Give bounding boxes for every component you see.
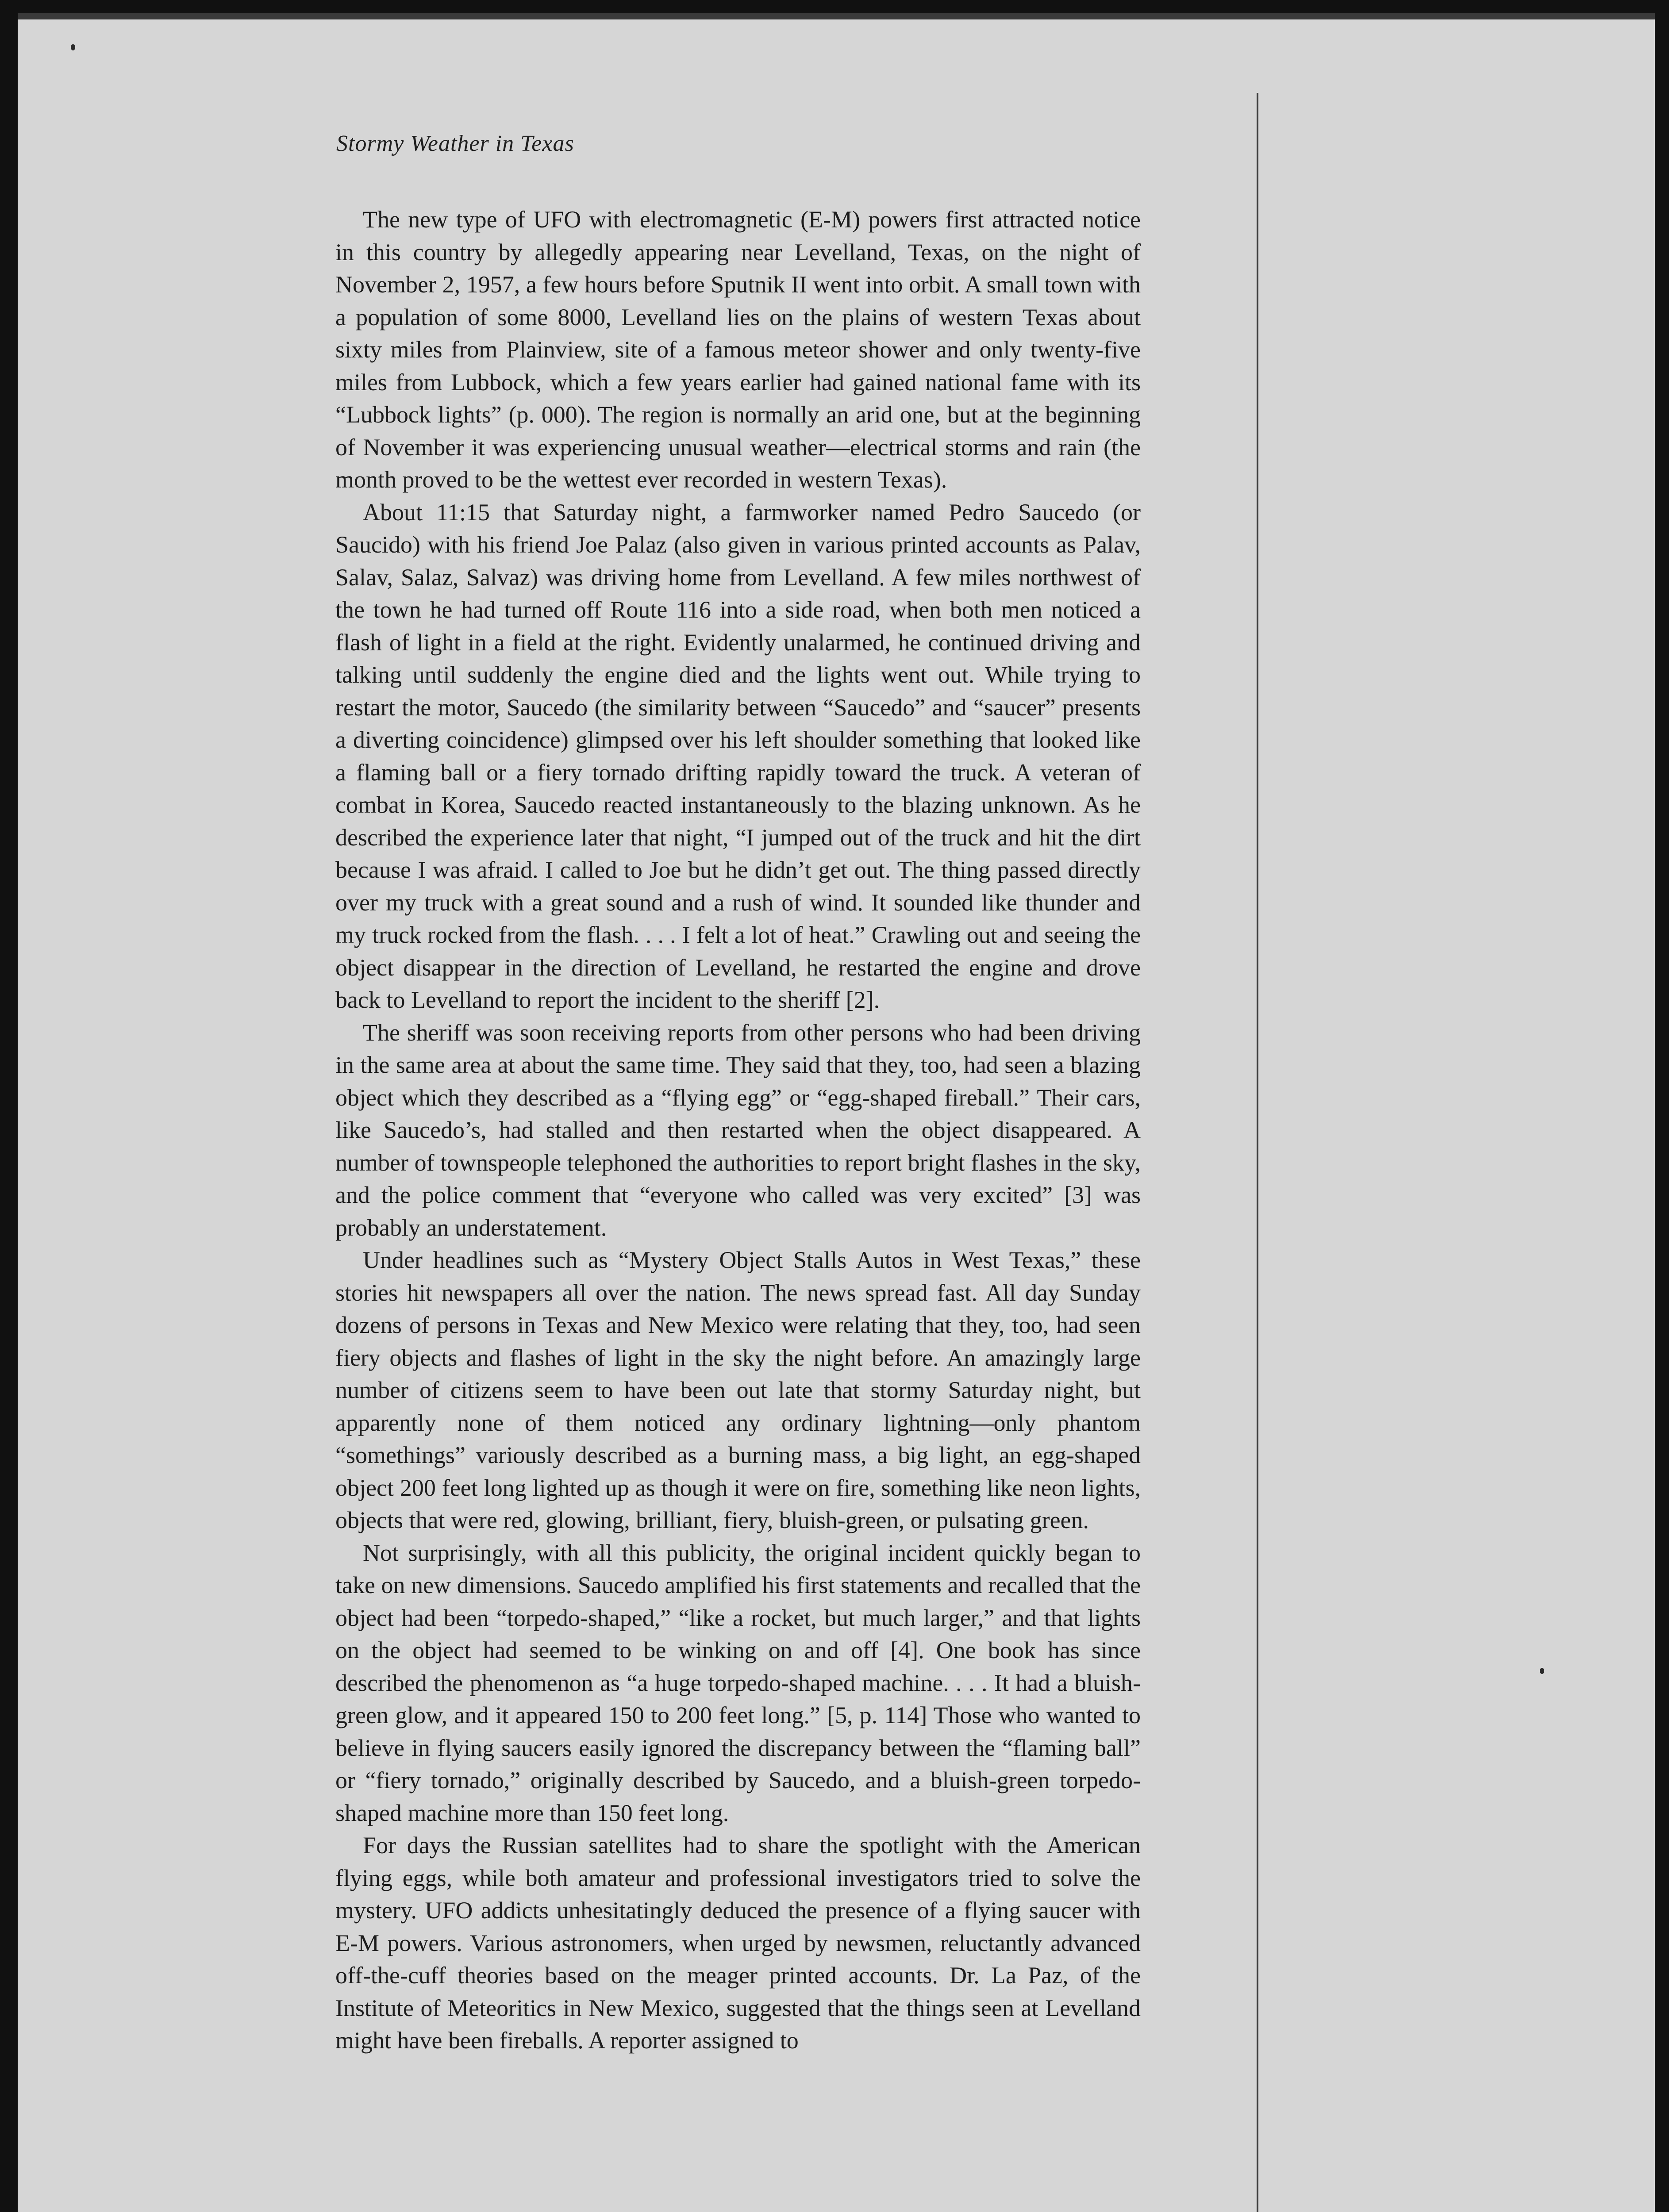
paragraph-5: Not surprisingly, with all this publicity, the original incident quickly began to take on new dimensions. Saucedo amplified his first statements and recalled that the object had been “torpedo-shaped,” “like a rocket, but much larger,” and that lights on the object had seemed to be winking on and off [4]. One book has since described the phenomenon as “a huge torpedo-shaped machine. . . . It had a bluish-green glow, and it appeared 150 to 200 feet long.” [5, p. 114] Those who wanted to believe in flying saucers easily ignored the discrepancy between the “flaming ball” or “fiery tornado,” originally described by Saucedo, and a bluish-green torpedo-shaped machine more than 150 feet long. — [335, 1539, 1141, 1826]
dust-speck — [71, 44, 75, 50]
paragraph-4: Under headlines such as “Mystery Object Stalls Autos in West Texas,” these stories hit newspapers all over the nation. The news spread fast. All day Sunday dozens of persons in Texas and New Mexico were relating that they, too, had seen fiery objects and flashes of light in the sky the night before. An amazingly large number of citizens seem to have been out late that stormy Saturday night, but apparently none of them noticed any ordinary lightning—only phantom “somethings” variously described as a burning mass, a big light, an egg-shaped object 200 feet long lighted up as though it were on fire, something like neon lights, objects that were red, glowing, brilliant, fiery, bluish-green, or pulsating green. — [335, 1247, 1141, 1533]
body-text — [335, 204, 1141, 2057]
scanned-page — [18, 13, 1655, 2212]
paragraph-1: The new type of UFO with electromagnetic (E-M) powers first attracted notice in this country by allegedly appearing near Levelland, Texas, on the night of November 2, 1957, a few hours before Sputnik II went into orbit. A small town with a population of some 8000, Levelland lies on the plains of western Texas about sixty miles from Plainview, site of a famous meteor shower and only twenty-five miles from Lubbock, which a few years earlier had gained national fame with its “Lubbock lights” (p. 000). The region is normally an arid one, but at the beginning of November it was experiencing unusual weather—electrical storms and rain (the month proved to be the wettest ever recorded in western Texas). — [335, 206, 1141, 493]
dust-speck — [1540, 1668, 1544, 1674]
paragraph-6: For days the Russian satellites had to share the spotlight with the American flying eggs, while both amateur and professional investigators tried to solve the mystery. UFO addicts unhesitatingly deduced the presence of a flying saucer with E-M powers. Various astronomers, when urged by newsmen, reluctantly advanced off-the-cuff theories based on the meager printed accounts. Dr. La Paz, of the Institute of Meteoritics in New Mexico, suggested that the things seen at Levelland might have been fireballs. A reporter assigned to — [335, 1832, 1141, 2054]
paragraph-2: About 11:15 that Saturday night, a farmworker named Pedro Saucedo (or Saucido) with his friend Joe Palaz (also given in various printed accounts as Palav, Salav, Salaz, Salvaz) was driving home from Levelland. A few miles northwest of the town he had turned off Route 116 into a side road, when both men noticed a flash of light in a field at the right. Evidently unalarmed, he continued driving and talking until suddenly the engine died and the lights went out. While trying to restart the motor, Saucedo (the similarity between “Saucedo” and “saucer” presents a diverting coincidence) glimpsed over his left shoulder something that looked like a flaming ball or a fiery tornado drifting rapidly toward the truck. A veteran of combat in Korea, Saucedo reacted instantaneously to the blazing unknown. As he described the experience later that night, “I jumped out of the truck and hit the dirt because I was afraid. I called to Joe but he didn’t get out. The thing passed directly over my truck with a great sound and a rush of wind. It sounded like thunder and my truck rocked from the flash. . . . I felt a lot of heat.” Crawling out and seeing the object disappear in the direction of Levelland, he restarted the engine and drove back to Levelland to report the incident to the sheriff [2]. — [335, 499, 1141, 1013]
running-head: Stormy Weather in Texas — [336, 131, 574, 156]
paragraph-3: The sheriff was soon receiving reports from other persons who had been driving in the same area at about the same time. They said that they, too, had seen a blazing object which they described as a “flying egg” or “egg-shaped fireball.” Their cars, like Saucedo’s, had stalled and then restarted when the object disappeared. A number of townspeople telephoned the authorities to report bright flashes in the sky, and the police comment that “everyone who called was very excited” [3] was probably an understatement. — [335, 1019, 1141, 1241]
scan-edge-strip — [18, 13, 1655, 19]
page-fold-line — [1257, 93, 1258, 2212]
